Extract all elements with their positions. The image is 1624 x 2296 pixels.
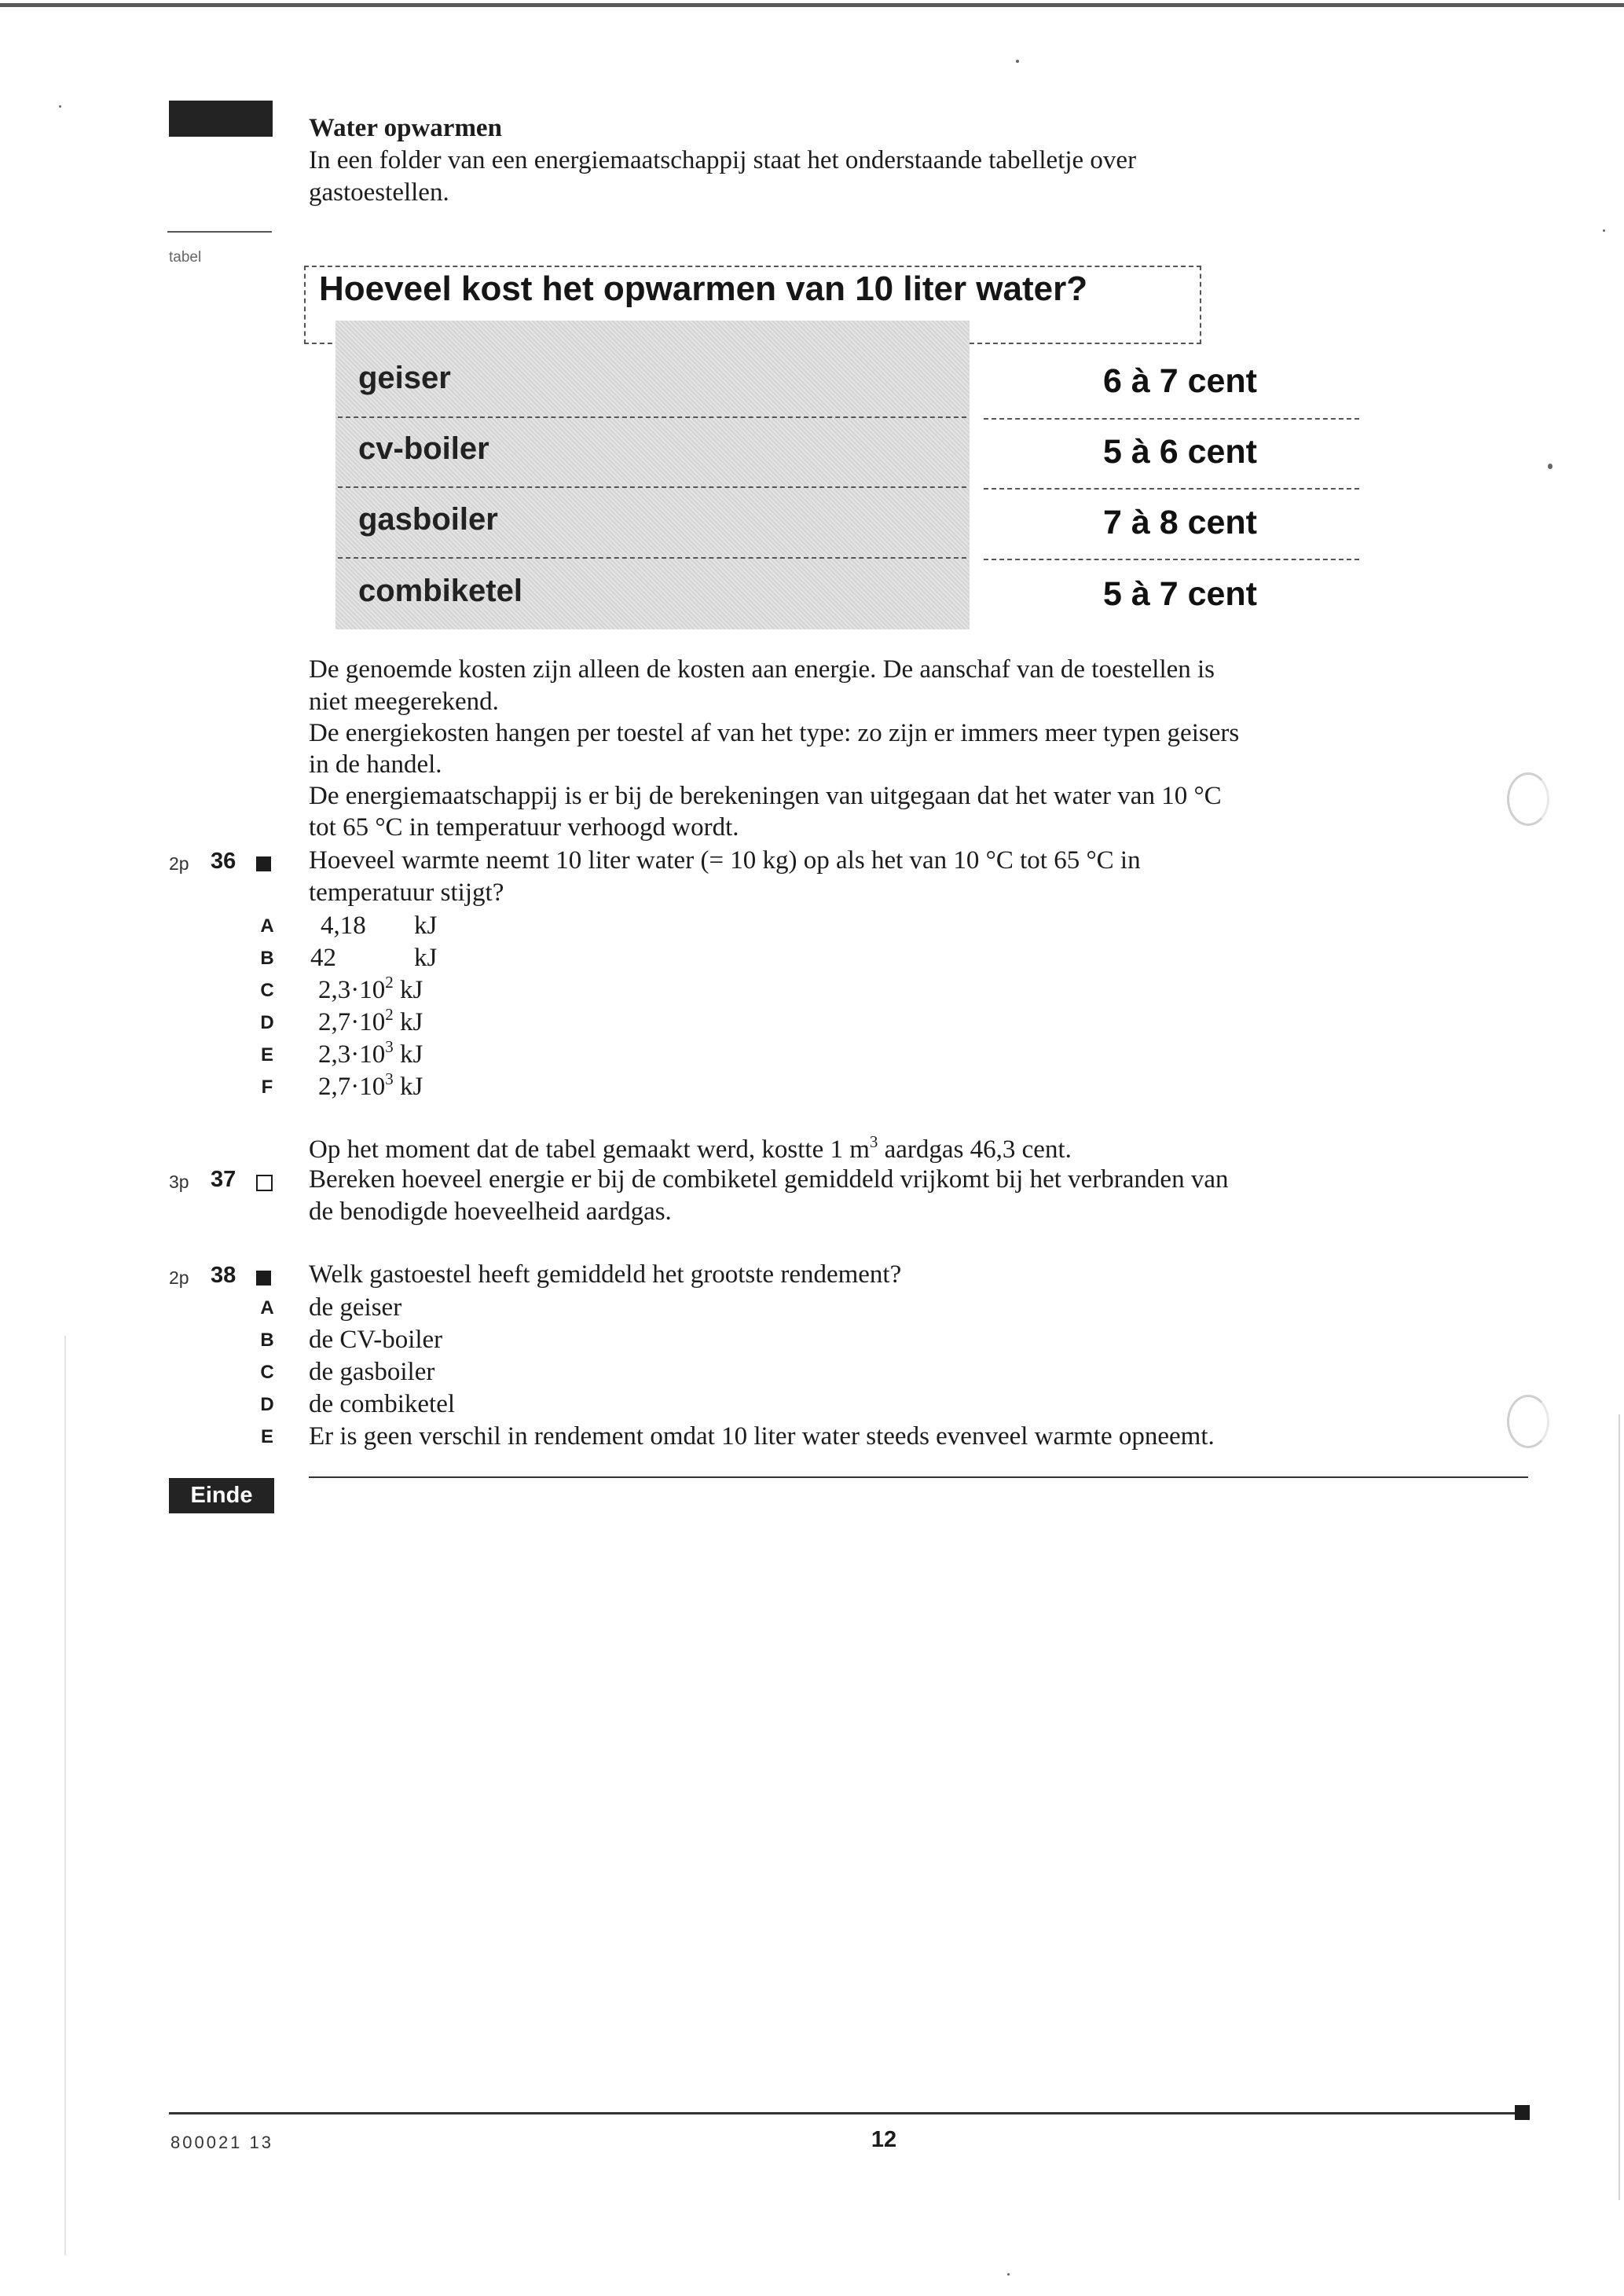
footer-exam-code: 800021 13 <box>170 2133 273 2152</box>
section-title: Water opwarmen <box>309 114 502 142</box>
option-letter: D <box>260 1394 274 1415</box>
option-letter: F <box>261 1076 273 1098</box>
table-row-divider <box>984 559 1359 560</box>
option-text <box>318 1071 423 1102</box>
gas-price-sup: 3 <box>869 1132 878 1151</box>
scan-top-edge <box>0 3 1624 7</box>
table-cost: 6 à 7 cent <box>1103 362 1257 400</box>
intro-line: In een folder van een energiemaatschappij staat het onderstaande tabelletje over <box>309 146 1137 174</box>
punch-hole <box>1507 772 1549 826</box>
margin-label: tabel <box>169 249 202 266</box>
option-value: 42 <box>310 944 336 972</box>
table-title: Hoeveel kost het opwarmen van 10 liter water? <box>319 270 1088 308</box>
question-number: 37 <box>211 1167 236 1192</box>
scan-speck <box>1007 2273 1010 2276</box>
option-text: de combiketel <box>309 1390 456 1418</box>
option-text <box>321 910 438 941</box>
page-number: 12 <box>871 2127 897 2152</box>
option-unit: kJ <box>400 1040 423 1069</box>
footer-rule <box>169 2112 1526 2114</box>
scan-speck <box>1603 229 1605 232</box>
scan-right-edge <box>1619 1414 1620 2200</box>
option-text: de gasboiler <box>309 1358 435 1386</box>
option-letter: A <box>260 1297 274 1319</box>
option-letter: E <box>260 1044 273 1065</box>
explanation-line: in de handel. <box>309 750 442 779</box>
option-base: 2,3·10 <box>318 1040 386 1069</box>
option-text <box>318 974 423 1006</box>
option-unit: kJ <box>400 1073 423 1101</box>
option-letter: D <box>260 1012 274 1033</box>
question-number: 36 <box>211 849 236 874</box>
option-letter: B <box>260 1330 274 1351</box>
table-row-divider <box>984 418 1359 420</box>
question-points: 2p <box>169 1267 189 1288</box>
option-text: Er is geen verschil in rendement omdat 10 liter water steeds evenveel warmte opneemt. <box>309 1422 1215 1451</box>
question-points: 3p <box>169 1172 189 1192</box>
table-device: geiser <box>358 361 451 395</box>
intro-line: gastoestellen. <box>309 178 449 207</box>
table-device: cv-boiler <box>358 431 489 466</box>
explanation-line: niet meegerekend. <box>309 688 499 716</box>
gas-price-text <box>309 1134 1072 1166</box>
question-text: Bereken hoeveel energie er bij de combiketel gemiddeld vrijkomt bij het verbranden van <box>309 1165 1229 1194</box>
scan-speck <box>59 105 61 108</box>
table-row-divider <box>338 486 966 488</box>
option-exponent: 3 <box>385 1069 394 1088</box>
end-label: Einde <box>169 1478 274 1513</box>
option-text <box>310 942 438 974</box>
question-mark-filled <box>256 1271 271 1286</box>
option-unit: kJ <box>414 944 438 972</box>
section-marker <box>169 101 273 137</box>
option-letter: E <box>260 1426 273 1447</box>
scan-left-edge <box>64 1336 66 2255</box>
option-base: 2,3·10 <box>318 976 386 1004</box>
option-text: de CV-boiler <box>309 1326 443 1354</box>
option-text <box>318 1007 423 1038</box>
explanation-line: De energiekosten hangen per toestel af van het type: zo zijn er immers meer typen geisers <box>309 719 1240 747</box>
option-exponent: 2 <box>385 973 394 992</box>
option-unit: kJ <box>400 976 423 1004</box>
gas-price-post: aardgas 46,3 cent. <box>878 1135 1072 1164</box>
end-rule <box>309 1476 1528 1478</box>
option-unit: kJ <box>414 911 438 940</box>
table-device: combiketel <box>358 574 522 608</box>
table-row-divider <box>984 488 1359 490</box>
option-base: 2,7·10 <box>318 1073 386 1101</box>
option-value: 4,18 <box>321 911 366 940</box>
question-points: 2p <box>169 853 189 874</box>
explanation-line: De energiemaatschappij is er bij de berekeningen van uitgegaan dat het water van 10 °C <box>309 782 1222 810</box>
question-text: Welk gastoestel heeft gemiddeld het grootste rendement? <box>309 1260 902 1289</box>
table-row-divider <box>338 416 966 418</box>
option-text: de geiser <box>309 1293 402 1322</box>
option-letter: A <box>260 915 274 937</box>
option-letter: C <box>260 980 274 1001</box>
scan-speck <box>1548 464 1553 469</box>
footer-marker <box>1515 2105 1530 2120</box>
table-device: gasboiler <box>358 502 498 537</box>
option-letter: C <box>260 1362 274 1383</box>
gas-price-pre: Op het moment dat de tabel gemaakt werd, kostte 1 m <box>309 1135 870 1164</box>
margin-rule <box>167 231 272 233</box>
option-letter: B <box>260 948 274 969</box>
question-mark-filled <box>256 856 271 871</box>
option-base: 2,7·10 <box>318 1008 386 1036</box>
option-exponent: 3 <box>385 1037 394 1056</box>
explanation-line: tot 65 °C in temperatuur verhoogd wordt. <box>309 813 739 842</box>
question-mark-open <box>256 1175 273 1191</box>
question-number: 38 <box>211 1263 236 1288</box>
question-text: temperatuur stijgt? <box>309 878 504 907</box>
explanation-line: De genoemde kosten zijn alleen de kosten aan energie. De aanschaf van de toestellen is <box>309 655 1215 684</box>
option-exponent: 2 <box>385 1005 394 1024</box>
table-cost: 5 à 7 cent <box>1103 575 1257 613</box>
question-text: Hoeveel warmte neemt 10 liter water (= 10 kg) op als het van 10 °C tot 65 °C in <box>309 846 1141 875</box>
option-text <box>318 1039 423 1070</box>
table-row-divider <box>338 557 966 559</box>
question-text: de benodigde hoeveelheid aardgas. <box>309 1198 672 1226</box>
option-unit: kJ <box>400 1008 423 1036</box>
table-cost: 5 à 6 cent <box>1103 433 1257 471</box>
table-cost: 7 à 8 cent <box>1103 504 1257 541</box>
scan-speck <box>1016 60 1019 63</box>
punch-hole <box>1507 1395 1549 1448</box>
